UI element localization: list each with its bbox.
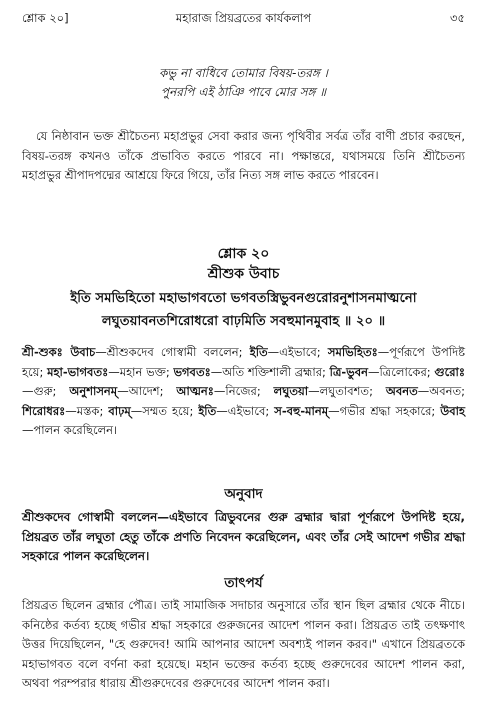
synonym-entry — [274, 384, 369, 398]
synonym-meaning: —এইভাবে — [267, 345, 317, 359]
synonym-entry — [22, 404, 99, 418]
synonym-entry — [386, 384, 461, 398]
shloka-title: শ্লোক ২০ — [217, 246, 270, 262]
synonym-meaning: —পালন করেছিলেন। — [22, 423, 118, 437]
sanskrit-line: ইতি সমভিহিতো মহাভাগবতো ভগবতস্ত্রিভুবনগুরোরনুশাসনমাত্মনো — [70, 291, 417, 306]
synonym-term: উবাহ — [440, 403, 466, 418]
synonym-entry — [250, 345, 317, 359]
synonym-entry — [47, 365, 166, 379]
synonym-term: স-বহু-মানম্ — [274, 403, 329, 418]
quoted-verse — [22, 64, 465, 102]
synonym-meaning: —শ্রীশুকদেব গোস্বামী বললেন — [95, 345, 239, 359]
synonym-term: অনুশাসনম্ — [69, 384, 118, 398]
synonym-meaning: —ত্রিলোকের — [368, 364, 427, 379]
synonym-term: আত্মনঃ — [176, 384, 214, 398]
synonym-term: শ্রী-শুকঃ উবাচ — [22, 345, 96, 359]
synonym-meaning: —মস্তক — [65, 403, 100, 418]
synonym-entry — [176, 384, 256, 398]
synonym-entry — [69, 384, 159, 398]
synonym-meaning: —পূর্ণরূপে উপদিষ্ট হয়ে — [22, 345, 466, 379]
synonym-meaning: —নিজের — [213, 384, 257, 398]
synonym-meaning: —অতি শক্তিশালী ব্রহ্মার — [210, 364, 323, 379]
synonym-term: মহা-ভাগবতঃ — [47, 364, 109, 379]
synonym-entry — [274, 404, 431, 418]
synonym-term: ত্রি-ভুবন — [329, 364, 369, 379]
synonym-entry — [173, 365, 322, 379]
synonym-meaning: —এইভাবে — [216, 403, 266, 418]
purport-heading: তাৎপর্য — [224, 575, 263, 591]
synonym-term: শিরোধরঃ — [22, 403, 66, 418]
running-header — [22, 10, 465, 26]
synonym-meaning: —আদেশ — [117, 384, 160, 398]
intro-paragraph: যে নিষ্ঠাবান ভক্ত শ্রীচৈতন্য মহাপ্রভুর সেবা করার জন্য পৃথিবীর সর্বত্র তাঁর বাণী প্রচার করছেন, বিষয়-তরঙ্গ কখনও তাঁকে প্রভাবিত করতে পারবে না। পক্ষান্তরে, যথাসময়ে তিনি শ্রীচৈতন্য মহাপ্রভুর শ্রীপাদপদ্মের আশ্রয়ে ফিরে গিয়ে, তাঁর নিত্য সঙ্গ লাভ করতে পারবেন। — [22, 129, 465, 182]
quoted-verse-line: পুনরপি এই ঠাঞি পাবে মোর সঙ্গ ॥ — [160, 85, 327, 99]
synonym-entry — [22, 345, 239, 359]
synonym-entry — [108, 404, 189, 418]
purport-text: প্রিয়ব্রত ছিলেন ব্রহ্মার পৌত্র। তাই সামাজিক সদাচার অনুসারে তাঁর স্থান ছিল ব্রহ্মার থেকে নীচে। কনিষ্ঠের কর্তব্য হচ্ছে গভীর শ্রদ্ধা সহকারে গুরুজনের আদেশ পালন করা। প্রিয়ব্রত তাই তৎক্ষণাৎ উত্তর দিয়েছিলেন, "হে গুরুদেব! আমি আপনার আদেশ অবশ্যই পালন করব।" এখানে প্রিয়ব্রতকে মহাভাগবত বলে বর্ণনা করা হয়েছে। মহান ভক্তের কর্তব্য হচ্ছে গুরুদেবের আদেশ পালন করা, অথবা পরম্পরার ধারায় শ্রীগুরুদেবের গুরুদেবের আদেশ পালন করা। — [22, 598, 465, 690]
sanskrit-line: লঘুতয়াবনতশিরোধরো বাঢ়মিতি সবহুমানমুবাহ ॥ ২০ ॥ — [101, 314, 386, 329]
synonym-term: বাঢ়ম্ — [108, 403, 131, 418]
synonym-entry — [330, 365, 427, 379]
synonym-term: ইতি — [198, 403, 217, 418]
synonym-meaning: —মহান ভক্ত — [108, 364, 166, 379]
translation-text: শ্রীশুকদেব গোস্বামী বললেন—এইভাবে ত্রিভুবনের গুরু ব্রহ্মার দ্বারা পূর্ণরূপে উপদিষ্ট হয়ে, প্রিয়ব্রত তাঁর লঘুতা হেতু তাঁকে প্রণতি নিবেদন করেছিলেন, এবং তাঁর সেই আদেশ গভীর শ্রদ্ধা সহকারে পালন করেছিলেন। — [22, 510, 465, 563]
header-verse-ref: শ্লোক ২০] — [22, 11, 69, 25]
synonym-meaning: —লঘুতাবশত — [308, 384, 370, 398]
speaker-line: শ্রীশুক উবাচ — [207, 266, 280, 282]
header-chapter-title: মহারাজ প্রিয়ব্রতের কার্যকলাপ — [175, 11, 312, 25]
synonym-meaning: —গুরু — [22, 384, 53, 398]
quoted-verse-line: কভু না বাধিবে তোমার বিষয়-তরঙ্গ । — [159, 66, 328, 80]
synonym-term: অবনত — [385, 384, 418, 398]
page-number: ৩৫ — [450, 11, 465, 25]
synonym-meaning: —গভীর শ্রদ্ধা সহকারে — [328, 403, 432, 418]
translation-heading: অনুবাদ — [224, 486, 263, 502]
synonym-term: গুরোঃ — [434, 364, 466, 379]
synonym-term: ভগবতঃ — [173, 364, 211, 379]
sanskrit-verse — [22, 287, 465, 333]
synonym-meaning: —অবনত — [417, 384, 462, 398]
synonym-meaning: —সম্মত হয়ে — [130, 403, 190, 418]
synonym-entry — [198, 404, 265, 418]
synonym-term: লঘুতয়া — [273, 384, 309, 398]
synonym-term: সমভিহিতঃ — [327, 345, 378, 359]
synonym-term: ইতি — [249, 345, 268, 359]
word-for-word-synonyms: শ্রী-শুকঃ উবাচ—শ্রীশুকদেব গোস্বামী বললেন; ইতি—এইভাবে; সমভিহিতঃ—পূর্ণরূপে উপদিষ্ট হয়ে; মহা-ভাগবতঃ—মহান ভক্ত; ভগবতঃ—অতি শক্তিশালী ব্রহ্মার; ত্রি-ভুবন—ত্রিলোকের; গুরোঃ—গুরু; অনুশাসনম্—আদেশ; আত্মনঃ—নিজের; লঘুতয়া—লঘুতাবশত; অবনত—অবনত; শিরোধরঃ—মস্তক; বাঢ়ম্—সম্মত হয়ে; ইতি—এইভাবে; স-বহু-মানম্—গভীর শ্রদ্ধা সহকারে; উবাহ—পালন করেছিলেন। — [22, 345, 466, 437]
